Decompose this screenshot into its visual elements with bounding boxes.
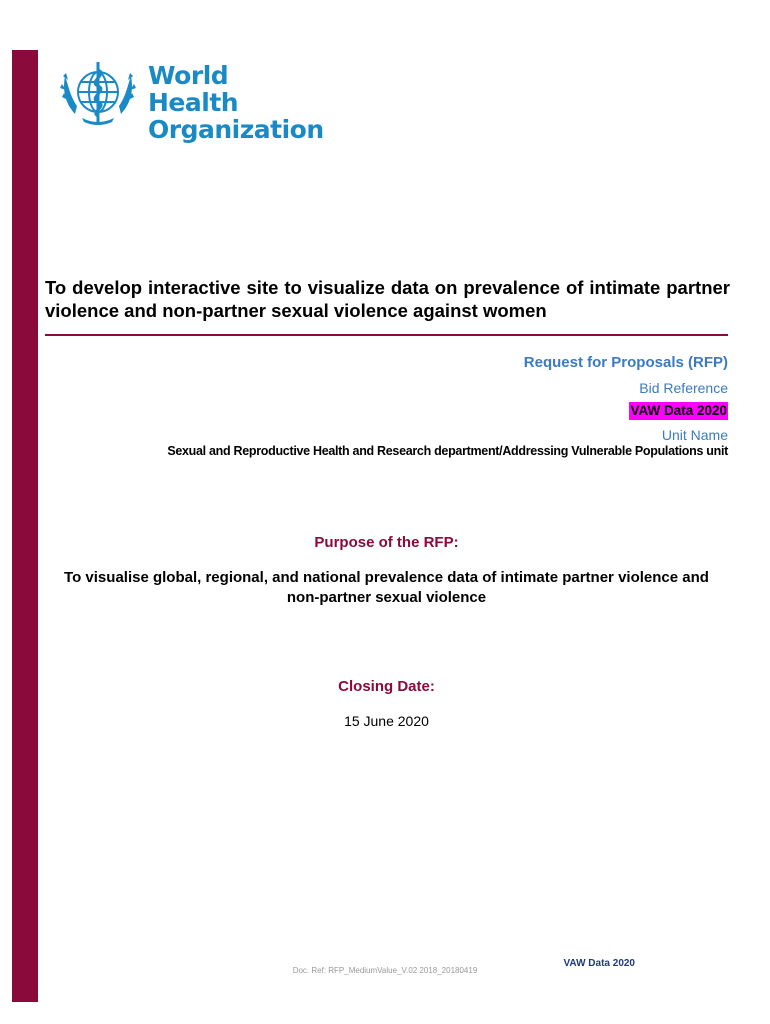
- footer-document-reference: Doc. Ref: RFP_MediumValue_V.02 2018_20180419: [292, 966, 478, 975]
- logo-line-2: Organization: [148, 115, 324, 144]
- who-wordmark: [148, 62, 324, 143]
- footer-document-id: VAW Data 2020: [563, 958, 635, 969]
- document-title: To develop interactive site to visualize data on prevalence of intimate partner violence and non-partner sexual violence against women: [45, 277, 730, 321]
- unit-name-value: Sexual and Reproductive Health and Research department/Addressing Vulnerable Populations unit: [167, 444, 728, 458]
- unit-name-label: Unit Name: [661, 427, 728, 443]
- bid-reference-value: VAW Data 2020: [630, 403, 727, 418]
- closing-date-value: 15 June 2020: [344, 713, 429, 729]
- who-emblem-icon: [58, 56, 138, 130]
- bid-reference-label: Bid Reference: [639, 380, 728, 396]
- title-divider: [45, 334, 728, 336]
- closing-date-heading: Closing Date:: [338, 678, 435, 695]
- purpose-text: To visualise global, regional, and national prevalence data of intimate partner violence and non-partner sexual violence: [64, 569, 709, 606]
- logo-line-1: World Health: [148, 61, 239, 117]
- purpose-heading: Purpose of the RFP:: [314, 534, 459, 551]
- who-logo: [58, 56, 324, 144]
- rfp-heading: Request for Proposals (RFP): [523, 354, 728, 371]
- side-accent-bar: [12, 50, 38, 1002]
